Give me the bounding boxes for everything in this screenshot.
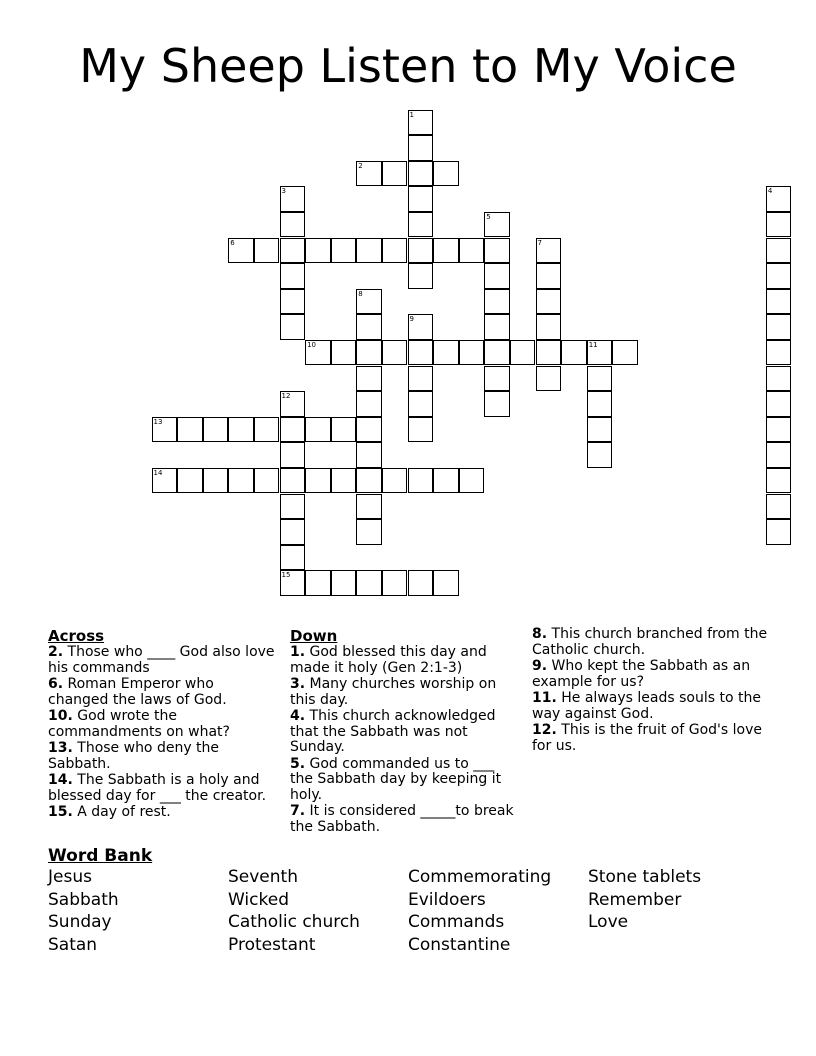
grid-cell[interactable] [408, 110, 434, 136]
grid-cell[interactable] [408, 391, 434, 417]
word-bank-item: Commemorating [408, 867, 552, 887]
word-bank-item: Wicked [228, 890, 289, 910]
clue-text: The Sabbath is a holy and blessed day for ___ the creator. [48, 772, 267, 804]
grid-cell[interactable] [280, 186, 306, 212]
grid-cell[interactable] [484, 314, 510, 340]
word-bank-heading: Word Bank [48, 846, 153, 866]
grid-cell[interactable] [356, 519, 382, 545]
clue-across-2 [48, 645, 276, 676]
clue-number: 1. [290, 644, 306, 660]
grid-cell[interactable] [356, 468, 382, 494]
grid-cell[interactable] [382, 570, 408, 596]
grid-cell[interactable] [536, 263, 562, 289]
clue-number: 15. [48, 804, 73, 820]
grid-cell[interactable] [766, 519, 792, 545]
word-bank-item: Jesus [48, 867, 92, 887]
grid-cell[interactable] [587, 340, 613, 366]
grid-cell[interactable] [177, 417, 203, 443]
grid-cell[interactable] [280, 442, 306, 468]
grid-cell[interactable] [280, 570, 306, 596]
grid-cell[interactable] [433, 161, 459, 187]
grid-cell[interactable] [766, 186, 792, 212]
grid-cell[interactable] [510, 340, 536, 366]
word-bank-item: Constantine [408, 935, 511, 955]
across-heading: Across [48, 627, 105, 645]
grid-cell[interactable] [228, 468, 254, 494]
grid-cell[interactable] [433, 468, 459, 494]
grid-cell[interactable] [766, 366, 792, 392]
grid-cell[interactable] [766, 340, 792, 366]
grid-cell[interactable] [356, 366, 382, 392]
cell-number: 4 [767, 187, 773, 196]
cell-number: 10 [307, 340, 317, 349]
grid-cell[interactable] [356, 442, 382, 468]
word-bank-item: Satan [48, 935, 98, 955]
grid-cell[interactable] [408, 263, 434, 289]
puzzle-title: My Sheep Listen to My Voice [79, 39, 737, 93]
grid-cell[interactable] [203, 468, 229, 494]
clue-down-7 [290, 804, 518, 835]
grid-cell[interactable] [382, 340, 408, 366]
grid-cell[interactable] [408, 340, 434, 366]
grid-cell[interactable] [536, 340, 562, 366]
grid-cell[interactable] [254, 417, 280, 443]
grid-cell[interactable] [331, 468, 357, 494]
word-bank-item: Remember [588, 890, 682, 910]
down-clues-continued [532, 627, 768, 755]
cell-number: 2 [358, 161, 363, 170]
clue-number: 7. [290, 803, 306, 819]
grid-cell[interactable] [612, 340, 638, 366]
grid-cell[interactable] [203, 417, 229, 443]
grid-cell[interactable] [280, 494, 306, 520]
clue-down-3 [290, 677, 518, 708]
cell-number: 11 [588, 340, 598, 349]
grid-cell[interactable] [382, 238, 408, 264]
grid-cell[interactable] [459, 238, 485, 264]
clue-text: God wrote the commandments on what? [48, 708, 230, 740]
clue-across-10 [48, 709, 276, 740]
grid-cell[interactable] [280, 417, 306, 443]
clue-number: 11. [532, 690, 557, 706]
grid-cell[interactable] [587, 391, 613, 417]
grid-cell[interactable] [766, 289, 792, 315]
clue-number: 8. [532, 626, 548, 642]
grid-cell[interactable] [766, 442, 792, 468]
clue-number: 4. [290, 708, 306, 724]
grid-cell[interactable] [484, 366, 510, 392]
cell-number: 3 [281, 187, 286, 196]
clue-down-4 [290, 709, 518, 756]
grid-cell[interactable] [536, 289, 562, 315]
grid-cell[interactable] [587, 366, 613, 392]
grid-cell[interactable] [382, 468, 408, 494]
grid-cell[interactable] [152, 468, 178, 494]
grid-cell[interactable] [766, 238, 792, 264]
clue-down-9 [532, 659, 768, 690]
grid-cell[interactable] [587, 442, 613, 468]
clue-text: It is considered _____to break the Sabbath. [290, 803, 514, 835]
grid-cell[interactable] [356, 161, 382, 187]
grid-cell[interactable] [561, 340, 587, 366]
grid-cell[interactable] [280, 238, 306, 264]
clue-number: 5. [290, 755, 306, 772]
grid-cell[interactable] [408, 161, 434, 187]
grid-cell[interactable] [280, 212, 306, 238]
grid-cell[interactable] [356, 289, 382, 315]
clue-text: Who kept the Sabbath as an example for us? [532, 658, 751, 690]
grid-cell[interactable] [331, 340, 357, 366]
cell-number: 12 [281, 392, 291, 401]
clue-number: 2. [48, 644, 64, 660]
grid-cell[interactable] [331, 238, 357, 264]
down-clues [290, 627, 518, 836]
clue-text: Those who deny the Sabbath. [48, 740, 220, 772]
cell-number: 6 [230, 238, 235, 247]
clue-text: Many churches worship on this day. [290, 676, 497, 708]
grid-cell[interactable] [152, 417, 178, 443]
grid-cell[interactable] [356, 314, 382, 340]
clue-down-11 [532, 691, 768, 722]
grid-cell[interactable] [228, 417, 254, 443]
word-bank-item: Love [588, 912, 629, 932]
grid-cell[interactable] [408, 314, 434, 340]
grid-cell[interactable] [280, 314, 306, 340]
clue-text: God commanded us to ___ the Sabbath day by keeping it holy. [290, 755, 502, 803]
word-bank-item: Catholic church [228, 912, 360, 932]
clue-down-8 [532, 627, 768, 658]
grid-cell[interactable] [536, 238, 562, 264]
grid-cell[interactable] [766, 391, 792, 417]
grid-cell[interactable] [254, 468, 280, 494]
word-bank-item: Stone tablets [588, 867, 702, 887]
grid-cell[interactable] [484, 340, 510, 366]
clue-text: This church branched from the Catholic church. [532, 626, 768, 658]
grid-cell[interactable] [280, 289, 306, 315]
grid-cell[interactable] [433, 340, 459, 366]
down-heading: Down [290, 627, 338, 645]
cell-number: 13 [153, 417, 163, 426]
word-bank-item: Sabbath [48, 890, 119, 910]
clue-text: Roman Emperor who changed the laws of God. [48, 676, 227, 708]
clue-text: A day of rest. [77, 804, 171, 820]
word-bank-item: Seventh [228, 867, 298, 887]
clue-across-14 [48, 773, 276, 804]
grid-cell[interactable] [408, 135, 434, 161]
grid-cell[interactable] [408, 366, 434, 392]
grid-cell[interactable] [433, 570, 459, 596]
cell-number: 7 [537, 238, 542, 247]
word-bank-item: Sunday [48, 912, 112, 932]
cell-number: 9 [409, 315, 414, 324]
grid-cell[interactable] [408, 186, 434, 212]
clue-text: God blessed this day and made it holy (Gen 2:1-3) [290, 644, 487, 676]
clue-across-15 [48, 805, 276, 821]
word-bank-item: Evildoers [408, 890, 486, 910]
cell-number: 8 [358, 289, 363, 298]
grid-cell[interactable] [484, 391, 510, 417]
grid-cell[interactable] [280, 519, 306, 545]
clue-down-12 [532, 723, 768, 754]
clue-across-13 [48, 741, 276, 772]
grid-cell[interactable] [433, 238, 459, 264]
word-bank-item: Commands [408, 912, 505, 932]
grid-cell[interactable] [356, 417, 382, 443]
grid-cell[interactable] [766, 468, 792, 494]
clue-number: 9. [532, 658, 548, 674]
grid-cell[interactable] [587, 417, 613, 443]
clue-number: 3. [290, 676, 306, 692]
grid-cell[interactable] [280, 545, 306, 571]
grid-cell[interactable] [459, 468, 485, 494]
grid-cell[interactable] [484, 289, 510, 315]
cell-number: 15 [281, 571, 291, 580]
grid-cell[interactable] [459, 340, 485, 366]
cell-number: 5 [486, 212, 491, 221]
grid-cell[interactable] [356, 570, 382, 596]
grid-cell[interactable] [305, 340, 331, 366]
grid-cell[interactable] [305, 468, 331, 494]
grid-cell[interactable] [408, 570, 434, 596]
grid-cell[interactable] [228, 238, 254, 264]
grid-cell[interactable] [305, 238, 331, 264]
grid-cell[interactable] [766, 263, 792, 289]
cell-number: 14 [153, 468, 163, 477]
grid-cell[interactable] [382, 161, 408, 187]
grid-cell[interactable] [356, 494, 382, 520]
grid-cell[interactable] [280, 263, 306, 289]
grid-cell[interactable] [356, 391, 382, 417]
grid-cell[interactable] [766, 212, 792, 238]
cell-number: 1 [409, 110, 414, 119]
clue-number: 14. [48, 772, 73, 788]
clue-text: He always leads souls to the way against God. [532, 690, 761, 722]
clue-number: 13. [48, 740, 73, 756]
clue-number: 12. [532, 722, 557, 738]
grid-cell[interactable] [766, 417, 792, 443]
clue-text: This church acknowledged that the Sabbath was not Sunday. [290, 708, 496, 755]
clue-number: 10. [48, 708, 73, 724]
grid-cell[interactable] [305, 570, 331, 596]
grid-cell[interactable] [331, 570, 357, 596]
grid-cell[interactable] [536, 366, 562, 392]
grid-cell[interactable] [177, 468, 203, 494]
grid-cell[interactable] [484, 238, 510, 264]
grid-cell[interactable] [766, 494, 792, 520]
clue-across-6 [48, 677, 276, 708]
grid-cell[interactable] [536, 314, 562, 340]
clue-down-5 [290, 757, 518, 804]
grid-cell[interactable] [280, 468, 306, 494]
grid-cell[interactable] [408, 212, 434, 238]
grid-cell[interactable] [331, 417, 357, 443]
clue-text: Those who ____ God also love his commands [48, 644, 275, 676]
grid-cell[interactable] [305, 417, 331, 443]
clue-number: 6. [48, 676, 64, 692]
grid-cell[interactable] [408, 468, 434, 494]
grid-cell[interactable] [408, 238, 434, 264]
clue-down-1 [290, 645, 518, 676]
grid-cell[interactable] [280, 391, 306, 417]
grid-cell[interactable] [766, 314, 792, 340]
clue-text: This is the fruit of God's love for us. [532, 722, 762, 754]
grid-cell[interactable] [484, 212, 510, 238]
grid-cell[interactable] [254, 238, 280, 264]
grid-cell[interactable] [484, 263, 510, 289]
word-bank-item: Protestant [228, 935, 316, 955]
grid-cell[interactable] [356, 238, 382, 264]
grid-cell[interactable] [408, 417, 434, 443]
across-clues [48, 627, 276, 822]
grid-cell[interactable] [356, 340, 382, 366]
